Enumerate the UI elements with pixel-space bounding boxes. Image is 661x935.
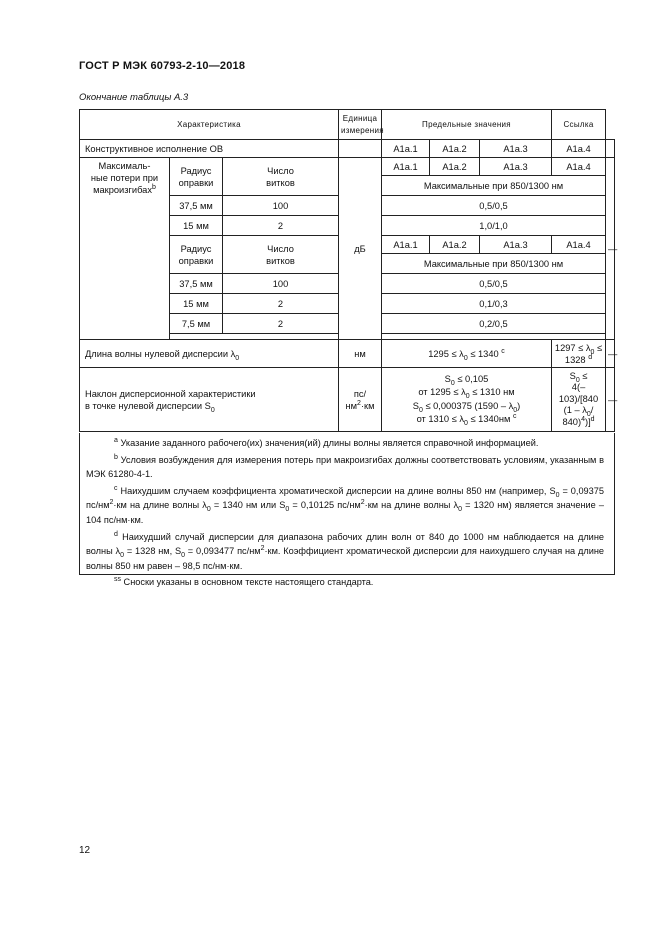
loss-value: 0,1/0,3 [382, 294, 606, 314]
radius-header-1: Радиус оправки [170, 158, 223, 196]
wavelength-reference: — [606, 340, 615, 368]
table-row-wavelength [80, 340, 615, 368]
header-unit: Единица измерения [339, 110, 382, 140]
turns-value: 2 [223, 294, 339, 314]
turns-value: 100 [223, 274, 339, 294]
radius-header-2: Радиус оправки [170, 236, 223, 274]
design-class-a1a2: A1a.2 [430, 140, 480, 158]
loss-value: 1,0/1,0 [382, 216, 606, 236]
radius-value: 7,5 мм [170, 314, 223, 334]
radius-value: 15 мм [170, 216, 223, 236]
macrobend-class-2-a1a2: A1a.2 [430, 236, 480, 254]
turns-header-2: Число витков [223, 236, 339, 274]
characteristics-table [79, 109, 618, 432]
slope-unit: $пс/нм^2\cdot км$ [339, 368, 382, 432]
page-number: 12 [79, 845, 91, 856]
macrobend-max-label-1: Максимальные при 850/1300 нм [382, 176, 606, 196]
turns-header-1: Число витков [223, 158, 339, 196]
slope-values: $S_0 \le 0,105$ от $1295 \le \lambda_0 \le 1310$ нм $S_0 \le 0,000375$ $(1590 - \lambda_0)$ от $1310 \le \lambda_0 \le 1340нм$ $^c$ [382, 368, 552, 432]
macrobend-reference: — [606, 158, 615, 340]
loss-value: 0,2/0,5 [382, 314, 606, 334]
radius-value: 15 мм [170, 294, 223, 314]
footnote-ss: $^{ss}$ Сноски указаны в основном тексте настоящего стандарта. [114, 576, 374, 588]
header-reference: Ссылка [552, 110, 606, 140]
slope-reference: — [606, 368, 615, 432]
table-header-row [80, 110, 615, 140]
slope-label: Наклон дисперсионной характеристики в точке нулевой дисперсии $S_0$ [80, 368, 339, 432]
wavelength-unit: нм [339, 340, 382, 368]
design-reference [606, 140, 615, 158]
macrobend-class-1-a1a4: A1a.4 [552, 158, 606, 176]
document-header: ГОСТ Р МЭК 60793-2-10—2018 [79, 60, 246, 72]
design-label: Конструктивное исполнение ОВ [80, 140, 339, 158]
macrobend-class-2-a1a3: A1a.3 [480, 236, 552, 254]
macrobend-unit: дБ [339, 158, 382, 340]
table-row-slope [80, 368, 615, 432]
footnote-c: $^c$ Наихудшим случаем коэффициента хроматической дисперсии на длине волны 850 нм (например, $S_0 = 0,09375$ $пс/нм^2\cdot км$ на длине волны $\lambda_0 = 1340$ нм или $S_0 = 0,10125$ $пс/нм^2\cdot км$ на длине волны $\lambda_0 = 1320$ нм) является значение – 104 пс/нм·км. [86, 484, 605, 525]
macrobend-class-2-a1a1: A1a.1 [382, 236, 430, 254]
footnote-a: $^a$ Указание заданного рабочего(их) значения(ий) длины волны является справочной информацией. [114, 436, 539, 448]
turns-value: 2 [223, 314, 339, 334]
loss-value: 0,5/0,5 [382, 274, 606, 294]
table-caption: Окончание таблицы А.3 [79, 92, 189, 103]
header-limit-values: Предельные значения [382, 110, 552, 140]
table-row-design [80, 140, 615, 158]
design-class-a1a1: A1a.1 [382, 140, 430, 158]
macrobend-class-2-a1a4: A1a.4 [552, 236, 606, 254]
radius-value: 37,5 мм [170, 196, 223, 216]
macrobend-label: Максималь- ные потери при макроизгибах$^b$ [80, 158, 170, 340]
table-row-macrobend-classes-1 [80, 158, 615, 176]
turns-value: 100 [223, 196, 339, 216]
macrobend-class-1-a1a1: A1a.1 [382, 158, 430, 176]
footnote-b: $^b$ Условия возбуждения для измерения потерь при макроизгибах должны соответствовать условиям, указанным в МЭК 61280-4-1. [86, 453, 604, 480]
loss-value: 0,5/0,5 [382, 196, 606, 216]
wavelength-label: Длина волны нулевой дисперсии $\lambda_0$ [80, 340, 339, 368]
design-class-a1a4: A1a.4 [552, 140, 606, 158]
wavelength-range-a1a4: $1297 \le \lambda_0$ ≤ 1328 $^d$ [552, 340, 606, 368]
design-unit [339, 140, 382, 158]
macrobend-class-1-a1a3: A1a.3 [480, 158, 552, 176]
header-characteristic: Характеристика [80, 110, 339, 140]
footnote-d: $^d$ Наихудший случай дисперсии для диапазона рабочих длин волн от 840 до 1000 нм наблюдается на длине волны $\lambda_0 = 1328$ нм, $S_0 = 0,093477$ $пс/нм^2\cdot км$. Коэффициент хроматической дисперсии для наихудшего случая на длине волны 850 нм равен – 98,5 пс/нм·км. [86, 530, 605, 571]
radius-value: 37,5 мм [170, 274, 223, 294]
macrobend-max-label-2: Максимальные при 850/1300 нм [382, 254, 606, 274]
wavelength-range: $1295 \le \lambda_0 \le 1340$ $^c$ [382, 340, 552, 368]
slope-values-a1a4: $S_0$ ≤ 4(–103)/[840 ($1 - \lambda_0/$ 840)$^4$)]$^d$ [552, 368, 606, 432]
design-class-a1a3: A1a.3 [480, 140, 552, 158]
table-footnotes [79, 433, 615, 588]
turns-value: 2 [223, 216, 339, 236]
macrobend-class-1-a1a2: A1a.2 [430, 158, 480, 176]
